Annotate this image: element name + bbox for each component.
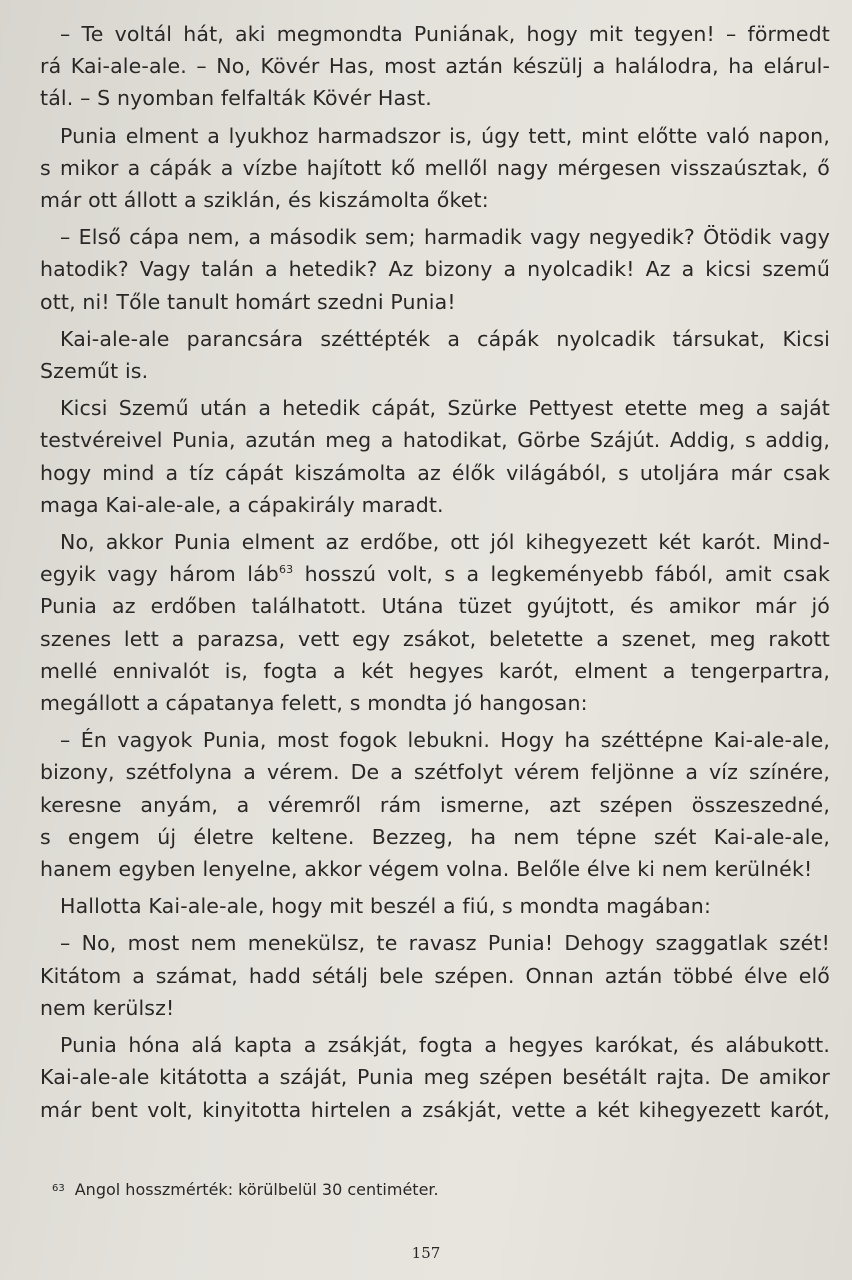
text-line: hogy mind a tíz cápát kiszámolta az élők világából, s utoljára már csak <box>40 460 830 485</box>
footnote-reference: 63 <box>278 563 294 577</box>
text-line: – Én vagyok Punia, most fogok lebukni. Hogy ha széttépne Kai-ale-ale, <box>60 728 830 753</box>
text-line: – No, most nem menekülsz, te ravasz Punia! Dehogy szaggatlak szét! <box>60 931 830 956</box>
text-line: Punia elment a lyukhoz harmadszor is, úgy tett, mint előtte való napon, <box>60 123 830 148</box>
text-line: No, akkor Punia elment az erdőbe, ott jól kihegyezett két karót. Mind- <box>60 530 830 555</box>
paragraph <box>40 927 830 1024</box>
paragraph <box>40 724 830 885</box>
text-line: Hallotta Kai-ale-ale, hogy mit beszél a fiú, s mondta magában: <box>60 894 712 919</box>
text-line: tál. – S nyomban felfalták Kövér Hast. <box>40 86 432 111</box>
paragraph <box>40 120 830 217</box>
text-line: Kitátom a számat, hadd sétálj bele szépen. Onnan aztán többé élve elő <box>40 963 830 988</box>
text-line-with-footnote <box>40 558 830 590</box>
paragraph <box>40 392 830 521</box>
text-line: Kai-ale-ale parancsára széttépték a cápák nyolcadik társukat, Kicsi <box>60 326 830 351</box>
text-line: s engem új életre keltene. Bezzeg, ha nem tépne szét Kai-ale-ale, <box>40 824 830 849</box>
text-line: szenes lett a parazsa, vett egy zsákot, beletette a szenet, meg rakott <box>40 626 830 651</box>
paragraph <box>40 526 830 719</box>
text-line: már ott állott a sziklán, és kiszámolta őket: <box>40 188 489 213</box>
text-line: testvéreivel Punia, azután meg a hatodikat, Görbe Szájút. Addig, s addig, <box>40 428 830 453</box>
text-line: Kicsi Szemű után a hetedik cápát, Szürke Pettyest etette meg a saját <box>60 396 830 421</box>
text-segment: egyik vagy három láb <box>40 562 279 587</box>
paragraph <box>40 18 830 115</box>
text-line: Kai-ale-ale kitátotta a száját, Punia meg szépen besétált rajta. De amikor <box>40 1065 830 1090</box>
text-line: – Te voltál hát, aki megmondta Puniának, hogy mit tegyen! – förmedt <box>60 22 830 46</box>
paragraph <box>40 323 830 387</box>
footnote-number: 63 <box>52 1183 65 1194</box>
text-line: már bent volt, kinyitotta hirtelen a zsákját, vette a két kihegyezett karót, <box>40 1097 830 1122</box>
text-line: Punia az erdőben találhatott. Utána tüzet gyújtott, és amikor már jó <box>40 594 830 619</box>
page-number: 157 <box>411 1244 441 1262</box>
body-text <box>40 18 830 1131</box>
text-line: nem kerülsz! <box>40 995 175 1020</box>
paragraph <box>40 1029 830 1126</box>
text-line: hanem egyben lenyelne, akkor végem volna. Belőle élve ki nem kerülnék! <box>40 857 813 882</box>
text-line: rá Kai-ale-ale. – No, Kövér Has, most aztán készülj a halálodra, ha elárul- <box>40 54 830 79</box>
text-line: keresne anyám, a véremről rám ismerne, azt szépen összeszedné, <box>40 792 830 817</box>
footnote <box>52 1178 439 1201</box>
text-segment: hosszú volt, s a legkeményebb fából, amit csak <box>293 562 830 587</box>
footnote-text: Angol hosszmérték: körülbelül 30 centiméter. <box>74 1180 439 1199</box>
text-line: Szeműt is. <box>40 359 149 384</box>
text-line: Punia hóna alá kapta a zsákját, fogta a hegyes karókat, és alábukott. <box>60 1033 830 1058</box>
text-line: megállott a cápatanya felett, s mondta jó hangosan: <box>40 691 588 716</box>
text-line: hatodik? Vagy talán a hetedik? Az bizony a nyolcadik! Az a kicsi szemű <box>40 257 830 282</box>
text-line: – Első cápa nem, a második sem; harmadik vagy negyedik? Ötödik vagy <box>60 225 830 250</box>
text-line: bizony, szétfolyna a vérem. De a szétfolyt vérem feljönne a víz színére, <box>40 760 830 785</box>
paragraph <box>40 890 830 922</box>
text-line: s mikor a cápák a vízbe hajított kő mellől nagy mérgesen visszaúsztak, ő <box>40 155 830 180</box>
text-line: ott, ni! Tőle tanult homárt szedni Punia! <box>40 289 456 314</box>
paragraph <box>40 221 830 318</box>
text-line: mellé ennivalót is, fogta a két hegyes karót, elment a tengerpartra, <box>40 658 830 683</box>
text-line: maga Kai-ale-ale, a cápakirály maradt. <box>40 492 444 517</box>
